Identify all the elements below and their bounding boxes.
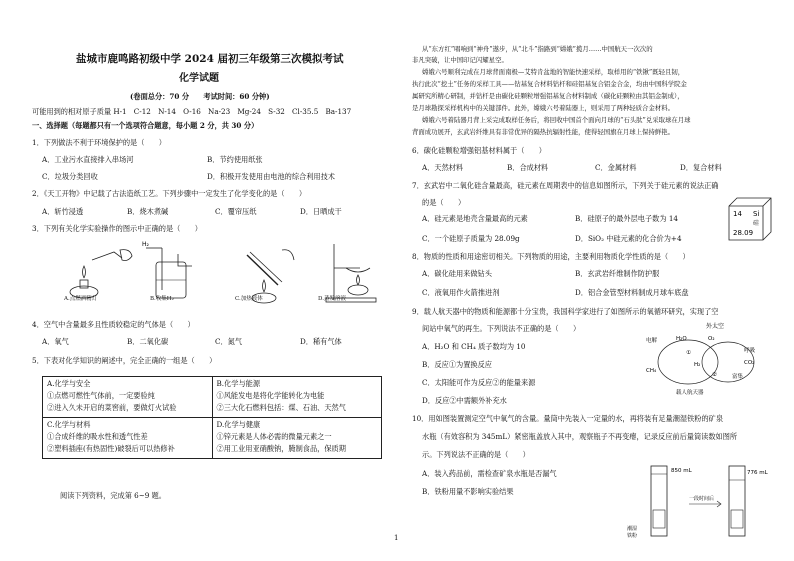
reading-after: 776 mL <box>747 470 768 476</box>
passage-line: 非凡突破，让中国印记闪耀星空。 <box>412 56 508 64</box>
q7-stem: 7．玄武岩中二氧化硅含量最高，硅元素在周期表中的信息如图所示，下列关于硅元素的说法正确 <box>412 181 719 190</box>
q5-cell-line: ②三大化石燃料包括：煤、石油、天然气 <box>216 403 346 412</box>
diagram-circle1: ① <box>686 350 691 356</box>
passage-line: 背面成功展开，玄武岩纤维具有非常优异的隔热抗辐射性能，使得轻国旗在月球上保持鲜艳。 <box>412 128 675 136</box>
oxygen-cycle-diagram <box>632 318 772 402</box>
element-name: 硅 <box>753 220 760 227</box>
q5-cell-line: ①锌元素是人体必需的微量元素之一 <box>216 432 332 441</box>
q10-stem-cont: 水瓶（有效容积为 345mL）紧密瓶盖放入其中，观察瓶子不再变瘪，记录反应前后量筒读数如图所 <box>422 432 738 441</box>
q8-option-b[interactable]: B．玄武岩纤维制作防护服 <box>575 269 660 278</box>
q2-option-c[interactable]: C．覆帘压纸 <box>215 207 257 216</box>
q5-cell-line: ②塑料插座(有热固性)破裂后可以热修补 <box>47 444 175 453</box>
passage-line: 属研究所精心研制，并钻杆是由碳化硅颗粒增强铝基复合材料制成（碳化硅颗粒由其铝金制成）， <box>412 92 684 100</box>
q6-option-d[interactable]: D．复合材料 <box>680 163 722 172</box>
q3-label-c[interactable]: C.加热液体 <box>235 296 263 302</box>
svg-text:H₂: H₂ <box>142 241 149 248</box>
q8-option-c[interactable]: C．液氧用作火箭推进剂 <box>422 288 500 297</box>
q7-option-d[interactable]: D．SiO₂ 中硅元素的化合价为+4 <box>575 234 682 243</box>
q3-label-b[interactable]: B.收集H₂ <box>150 296 174 302</box>
section-heading: 一、选择题（每题都只有一个选项符合题意，每小题 2 分，共 30 分） <box>32 121 259 130</box>
diagram-o2: O₂ <box>708 336 715 342</box>
q3-label-d[interactable]: D.蒸发溶液 <box>318 296 346 302</box>
passage-line: 嫦娥六号顺利完成在月球背面南极—艾特肯盆地的智能快速采样，取样用的“铁锹”既轻且韧， <box>422 68 685 76</box>
q6-option-c[interactable]: C．金属材料 <box>595 163 637 172</box>
diagram-h2: H₂ <box>694 362 701 368</box>
q7-option-c[interactable]: C．一个硅原子质量为 28.09g <box>422 234 520 243</box>
reading-intro: 阅读下列资料，完成第 6~9 题。 <box>60 491 166 500</box>
q7-option-a[interactable]: A．硅元素是地壳含量最高的元素 <box>422 214 528 223</box>
q6-option-a[interactable]: A．天然材料 <box>422 163 464 172</box>
q8-stem: 8．物质的性质和用途密切相关。下列物质的用途，主要利用物质化学性质的是（ ） <box>412 252 690 261</box>
exam-title: 盐城市鹿鸣路初级中学 2024 届初三年级第三次模拟考试 <box>76 53 344 65</box>
q2-option-a[interactable]: A．斩竹浸透 <box>42 207 84 216</box>
gas-bottle-figure <box>142 241 192 298</box>
q8-option-d[interactable]: D．铝合金管型材料制成月球车底盘 <box>575 288 689 297</box>
q1-option-a[interactable]: A．工业污水直接排入串场河 <box>42 155 134 164</box>
q3-label-a[interactable]: A.点燃酒精灯 <box>64 296 98 302</box>
diagram-circle2: ② <box>712 372 717 378</box>
q10-stem: 10．用如图装置测定空气中氧气的含量。量筒中先装入一定量的水，再将装有足量潮湿铁粉的矿泉 <box>412 414 724 423</box>
exam-subject: 化学试题 <box>179 73 219 84</box>
q9-stem-cont: 间站中氧气的再生。下列说法不正确的是（ ） <box>422 324 581 333</box>
diagram-ch4: CH₄ <box>646 368 657 374</box>
q4-option-d[interactable]: D．稀有气体 <box>300 337 342 346</box>
q6-option-b[interactable]: B．合成材料 <box>507 163 549 172</box>
q1-stem: 1．下列做法不利于环境保护的是（ ） <box>32 138 166 147</box>
q5-cell-head: A.化学与安全 <box>47 379 91 388</box>
q9-option-c[interactable]: C．太阳能可作为反应②的能量来源 <box>422 378 536 387</box>
q7-stem-cont: 的是（ ） <box>422 198 466 207</box>
silicon-element-card <box>727 196 773 242</box>
passage-line: 是月球勘探采样机构中的关键部件。此外，嫦娥六号着陆器上，则采用了两种轻质合金材料。 <box>412 104 675 112</box>
q8-option-a[interactable]: A．碳化硅用来做钻头 <box>422 269 492 278</box>
element-number: 14 <box>733 210 742 218</box>
q5-cell-line: ①合成纤维的吸水性和透气性差 <box>47 432 148 441</box>
q5-table <box>42 376 382 459</box>
q5-cell-head: D.化学与健康 <box>216 420 261 429</box>
q1-option-d[interactable]: D．积极开发使用由电池的综合利用技术 <box>207 172 335 181</box>
graduated-cylinder-figure <box>625 460 775 540</box>
q3-stem: 3．下列有关化学实验操作的图示中正确的是（ ） <box>32 224 202 233</box>
q6-stem: 6．碳化硅颗粒增强铝基材料属于（ ） <box>412 146 546 155</box>
q10-option-b[interactable]: B．铁粉用量不影响实验结果 <box>422 487 514 496</box>
powder-label: 潮湿 <box>627 526 638 532</box>
q5-cell-b[interactable] <box>212 377 382 418</box>
diagram-electrolysis: 电解 <box>646 338 658 344</box>
passage-line: 执行此次“挖土”任务的采样工具——钻基复合材料钻杆和硅铝基复合铝金合金，均由中国科学院金 <box>412 80 687 88</box>
q10-stem-cont: 示。下列说法不正确的是（ ） <box>422 450 530 459</box>
q7-option-b[interactable]: B．硅原子的最外层电子数为 14 <box>575 214 678 223</box>
powder-label: 铁粉 <box>627 533 638 539</box>
q4-stem: 4．空气中含量最多且性质较稳定的气体是（ ） <box>32 320 195 329</box>
diagram-reaction: 呼吸 <box>744 348 756 354</box>
q9-option-d[interactable]: D．反应②中需额外补充水 <box>422 396 507 405</box>
q9-option-b[interactable]: B．反应①为置换反应 <box>422 360 492 369</box>
passage-line: 嫦娥六号着陆器月背上采完成取样任务后，将回收中国首个面向月球的“石头肽”兑采取球在月球 <box>422 116 691 124</box>
q2-option-d[interactable]: D．日晒成干 <box>300 207 342 216</box>
diagram-astronaut: 载人航天器 <box>676 390 704 396</box>
passage-line: 从“东方红”唱响到“神舟”遨步，从“北斗”指路到“嫦娥”揽月……中国航天一次次的 <box>422 45 653 53</box>
q9-option-a[interactable]: A．H₂O 和 CH₄ 质子数均为 10 <box>422 342 526 351</box>
q1-option-c[interactable]: C．垃圾分类回收 <box>42 172 98 181</box>
heating-liquid-figure <box>247 250 294 303</box>
diagram-title: 外太空 <box>706 323 725 330</box>
q5-cell-line: ②进入久未开启的菜窖前，要做灯火试验 <box>47 403 177 412</box>
arrow-label: 一段时间后 <box>689 496 715 502</box>
page-number: 1 <box>394 534 399 542</box>
alcohol-lamp-figure <box>70 250 132 298</box>
q5-cell-head: C.化学与材料 <box>47 420 91 429</box>
q5-stem: 5．下表对化学知识的阐述中，完全正确的一组是（ ） <box>32 356 217 365</box>
diagram-h2o: H₂O <box>676 336 687 342</box>
q4-option-a[interactable]: A．氧气 <box>42 337 69 346</box>
q2-stem: 2．《天工开物》中记载了古法造纸工艺。下列步骤中一定发生了化学变化的是（ ） <box>32 189 307 198</box>
q1-option-b[interactable]: B．节约使用纸张 <box>207 155 263 164</box>
q5-cell-head: B.化学与能源 <box>216 379 261 388</box>
atomic-masses: 可能用到的相对原子质量 H-1 C-12 N-14 O-16 Na-23 Mg-24 S-32 Cl-35.5 Ba-137 <box>32 107 352 116</box>
q5-cell-c[interactable] <box>43 418 213 459</box>
diagram-isolate: 富集 <box>732 374 744 380</box>
reading-before: 850 mL <box>671 468 692 474</box>
element-mass: 28.09 <box>733 229 754 237</box>
q5-cell-line: ①点燃可燃性气体前，一定要验纯 <box>47 391 155 400</box>
element-symbol: Si <box>753 210 760 218</box>
q4-option-b[interactable]: B．二氧化碳 <box>127 337 169 346</box>
q2-option-b[interactable]: B．烧木煮碱 <box>127 207 169 216</box>
q5-cell-a[interactable] <box>43 377 213 418</box>
q5-cell-d[interactable] <box>212 418 382 459</box>
diagram-co2: CO₂ <box>744 360 755 366</box>
q10-option-a[interactable]: A．装入药品前，需检查矿泉水瓶是否漏气 <box>422 469 557 478</box>
q4-option-c[interactable]: C．氮气 <box>215 337 243 346</box>
q5-cell-line: ②用工业用亚硝酸钠，腌制食品，保质期 <box>216 444 346 453</box>
q9-stem: 9．载人航天器中的物质和能源都十分宝贵，我国科学家进行了如图所示的氧循环研究，实现了空 <box>412 307 719 316</box>
q5-cell-line: ①风能发电是将化学能转化为电能 <box>216 391 325 400</box>
score-info: (卷面总分：70 分 考试时间：60 分钟) <box>130 92 270 101</box>
evaporation-figure <box>326 244 376 302</box>
